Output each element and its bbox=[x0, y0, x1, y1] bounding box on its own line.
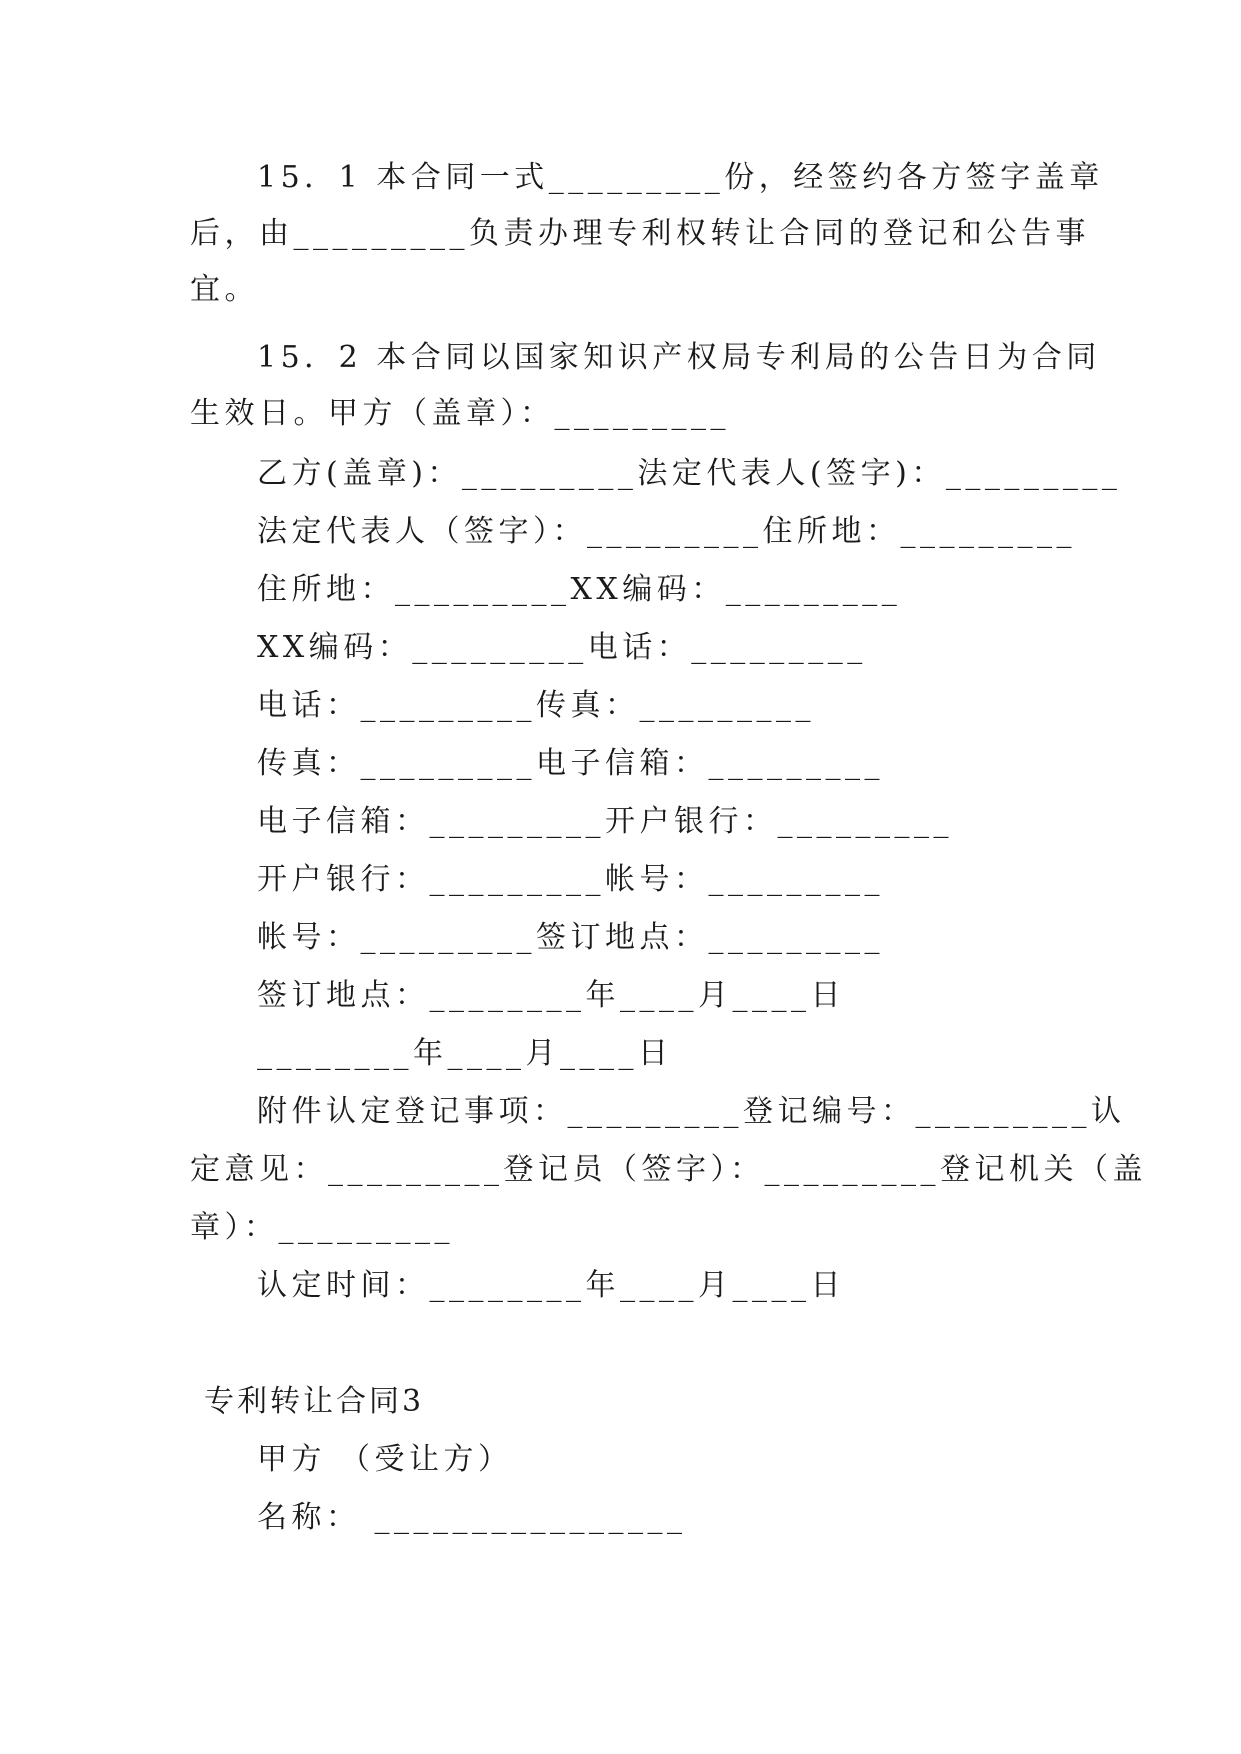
clause-15-1-line-3: 宜。 bbox=[190, 272, 259, 307]
clause-15-2-line-1: 15．2 本合同以国家知识产权局专利局的公告日为合同 bbox=[257, 340, 1101, 375]
name-line: 名称： ________________ bbox=[257, 1500, 687, 1535]
contract-3-title: 专利转让合同3 bbox=[204, 1384, 425, 1419]
approval-date-line: 认定时间：________年____月____日 bbox=[257, 1268, 845, 1303]
clause-15-1-line-1: 15．1 本合同一式_________份，经签约各方签字盖章 bbox=[257, 160, 1104, 195]
date-line: ________年____月____日 bbox=[257, 1036, 673, 1071]
phone-line: 电话：_________传真：_________ bbox=[257, 688, 815, 723]
registration-line-2: 定意见：_________登记员（签字）：_________登记机关（盖 bbox=[190, 1152, 1147, 1187]
party-a-heading: 甲方 （受让方） bbox=[257, 1442, 513, 1477]
registration-line-1: 附件认定登记事项：_________登记编号：_________认 bbox=[257, 1094, 1126, 1129]
fax-line: 传真：_________电子信箱：_________ bbox=[257, 746, 884, 781]
email-line: 电子信箱：_________开户银行：_________ bbox=[257, 804, 953, 839]
registration-line-3: 章）：_________ bbox=[190, 1210, 454, 1245]
clause-15-1-line-2: 后，由_________负责办理专利权转让合同的登记和公告事 bbox=[190, 216, 1090, 251]
bank-line: 开户银行：_________帐号：_________ bbox=[257, 862, 884, 897]
account-line: 帐号：_________签订地点：_________ bbox=[257, 920, 884, 955]
legal-rep-line: 法定代表人（签字）：_________住所地：_________ bbox=[257, 514, 1076, 549]
postcode-line: XX编码：_________电话：_________ bbox=[257, 630, 867, 665]
clause-15-2-line-2: 生效日。甲方（盖章）：_________ bbox=[190, 396, 730, 431]
sign-place-line: 签订地点：________年____月____日 bbox=[257, 978, 845, 1013]
address-line: 住所地：_________XX编码：_________ bbox=[257, 572, 902, 607]
party-b-seal-line: 乙方(盖章)：_________法定代表人(签字)：_________ bbox=[257, 456, 1122, 491]
